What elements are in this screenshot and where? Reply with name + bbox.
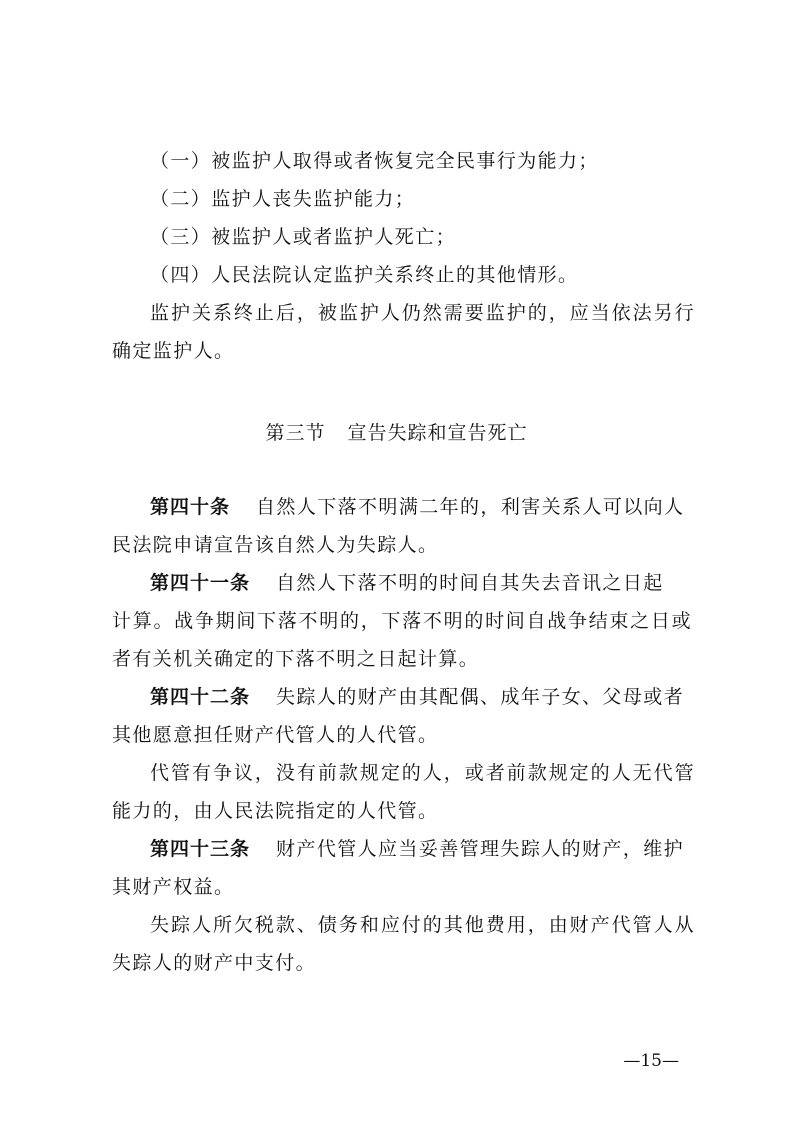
list-item-1: （一）被监护人取得或者恢复完全民事行为能力； <box>150 150 599 172</box>
list-item-4: （四）人民法院认定监护关系终止的其他情形。 <box>150 264 579 286</box>
article-40-text-1: 自然人下落不明满二年的，利害关系人可以向人 <box>256 496 685 518</box>
article-43-p2-line-1: 失踪人所欠税款、债务和应付的其他费用，由财产代管人从 <box>150 914 695 936</box>
page-number: —15— <box>623 1051 679 1071</box>
article-42-p2-line-1: 代管有争议，没有前款规定的人，或者前款规定的人无代管 <box>150 762 695 784</box>
section-heading <box>0 420 793 446</box>
paragraph-termination-line-1: 监护关系终止后，被监护人仍然需要监护的，应当依法另行 <box>150 302 695 324</box>
article-41-line-3: 者有关机关确定的下落不明之日起计算。 <box>112 648 480 670</box>
article-41-line-2: 计算。战争期间下落不明的，下落不明的时间自战争结束之日或 <box>112 610 692 632</box>
article-43-line-2: 其财产权益。 <box>112 876 235 898</box>
list-item-3: （三）被监护人或者监护人死亡； <box>150 226 457 248</box>
article-42-p2-line-2: 能力的，由人民法院指定的人代管。 <box>112 800 439 822</box>
article-41-text-1: 自然人下落不明的时间自其失去音讯之日起 <box>276 572 664 594</box>
article-40-line-1 <box>150 494 695 520</box>
article-41-line-1 <box>150 570 695 596</box>
article-40-line-2: 民法院申请宣告该自然人为失踪人。 <box>112 534 439 556</box>
article-42-label: 第四十二条 <box>150 686 251 708</box>
article-40-label: 第四十条 <box>150 496 231 518</box>
article-42-text-1: 失踪人的财产由其配偶、成年子女、父母或者 <box>276 686 685 708</box>
paragraph-termination-line-2: 确定监护人。 <box>112 340 235 362</box>
article-41-label: 第四十一条 <box>150 572 251 594</box>
article-43-text-1: 财产代管人应当妥善管理失踪人的财产，维护 <box>276 838 685 860</box>
article-43-line-1 <box>150 836 695 862</box>
list-item-2: （二）监护人丧失监护能力； <box>150 188 416 210</box>
article-43-label: 第四十三条 <box>150 838 251 860</box>
article-42-line-2: 其他愿意担任财产代管人的人代管。 <box>112 724 439 746</box>
section-number: 第三节 <box>265 422 326 444</box>
section-title: 宣告失踪和宣告死亡 <box>347 422 528 444</box>
article-43-p2-line-2: 失踪人的财产中支付。 <box>112 952 317 974</box>
article-42-line-1 <box>150 684 695 710</box>
